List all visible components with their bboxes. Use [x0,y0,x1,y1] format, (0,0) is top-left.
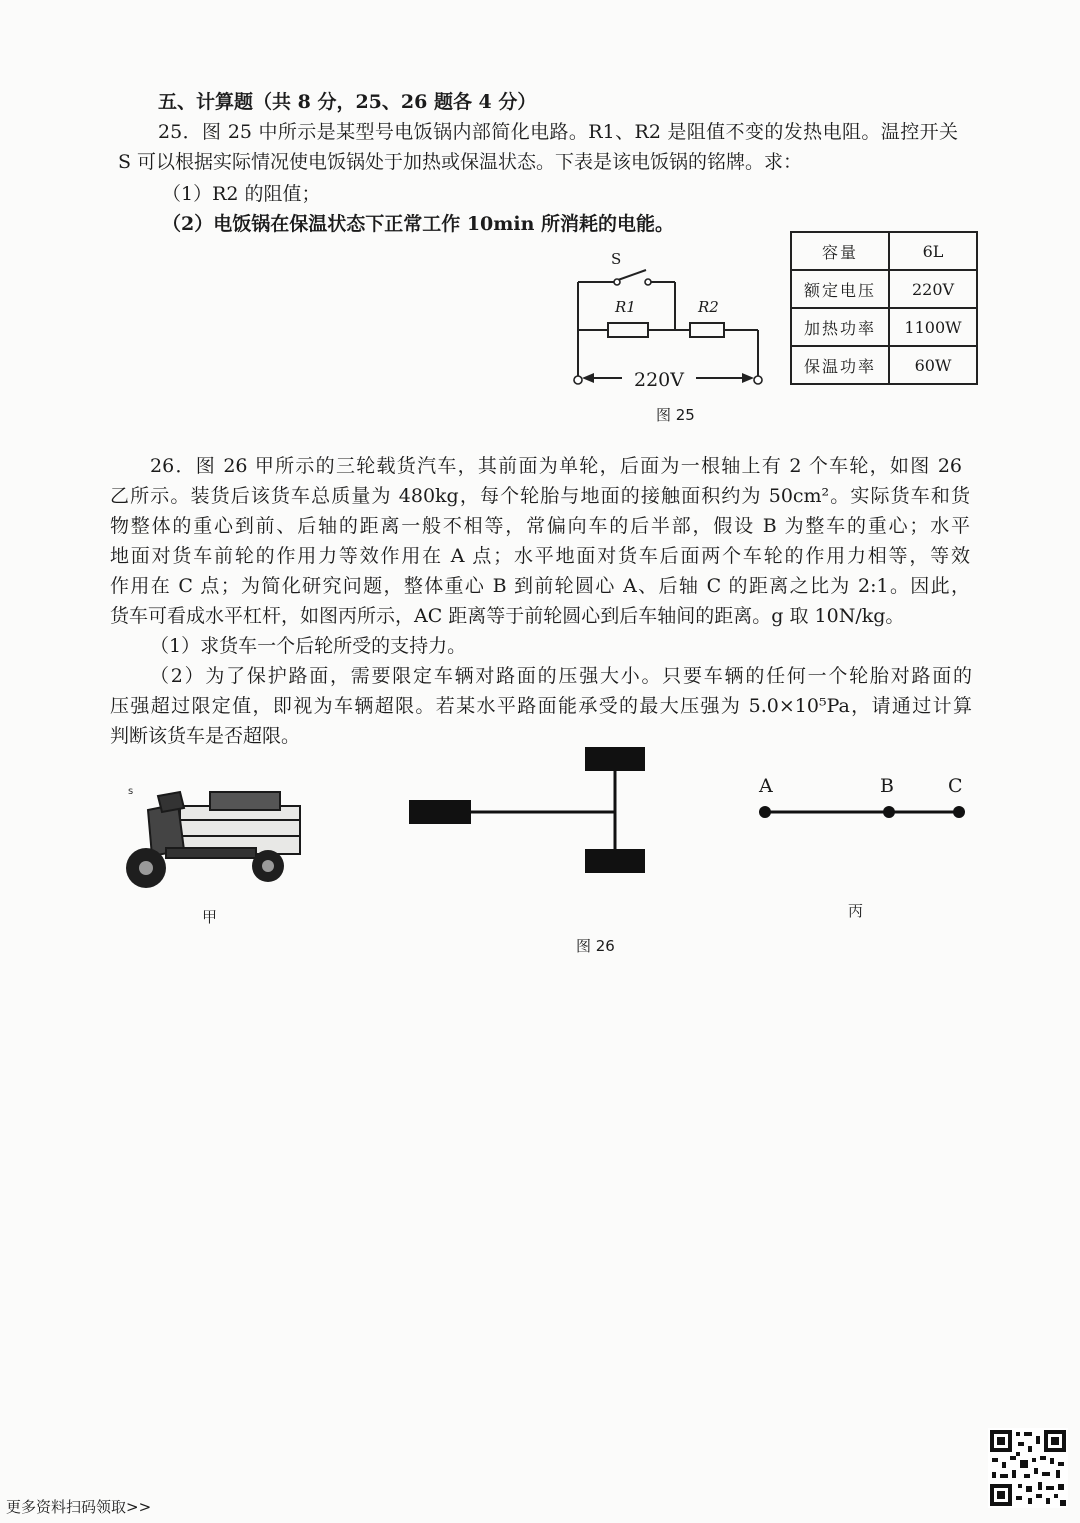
footer-scan-text[interactable]: 更多资料扫码领取>> [6,1498,152,1516]
terminal-left [574,376,582,384]
q26-line-2: 乙所示。装货后该货车总质量为 480kg，每个轮胎与地面的接触面积约为 50cm²。实际货车和货 [110,485,970,507]
voltage-label: 220V [634,369,684,391]
q25-sub-1: （1）R2 的阻值； [162,183,321,205]
q26-sub-2-line-2: 压强超过限定值，即视为车辆超限。若某水平路面能承受的最大压强为 5.0×10⁵Pa，请通过计算 [110,695,972,717]
switch-contact-left [614,279,620,285]
spec-label: 容量 [791,232,889,270]
front-wheel [409,800,471,824]
rice-cooker-spec-table [790,231,978,385]
label-jia: 甲 [202,908,218,926]
label-bing: 丙 [848,902,864,920]
q26-line-1: 26．图 26 甲所示的三轮载货汽车，其前面为单轮，后面为一根轴上有 2 个车轮，如图 26 [150,455,962,477]
spec-value: 60W [889,346,977,384]
table-row [791,346,977,384]
r2-label: R2 [698,298,719,316]
switch-label: S [611,250,622,268]
r1-label: R1 [615,298,636,316]
lever-diagram [755,800,970,830]
table-row [791,270,977,308]
point-a [759,806,771,818]
section-title: 五、计算题（共 8 分，25、26 题各 4 分） [158,91,537,113]
tricycle-truck-image [118,778,308,898]
point-b [883,806,895,818]
spec-value: 220V [889,270,977,308]
table-row [791,308,977,346]
q25-line-2: S 可以根据实际情况使电饭锅处于加热或保温状态。下表是该电饭锅的铭牌。求： [118,151,803,173]
spec-label: 额定电压 [791,270,889,308]
spec-value: 1100W [889,308,977,346]
q26-sub-2-line-3: 判断该货车是否超限。 [110,725,301,747]
spec-value: 6L [889,232,977,270]
q26-line-5: 作用在 C 点；为简化研究问题，整体重心 B 到前轮圆心 A、后轴 C 的距离之比为 2:1。因此， [110,575,970,597]
qr-code[interactable] [988,1428,1068,1508]
figure-25-caption: 图 25 [656,406,695,424]
q26-sub-2-line-1: （2）为了保护路面，需要限定车辆对路面的压强大小。只要车辆的任何一个轮胎对路面的 [150,665,972,687]
spec-label: 保温功率 [791,346,889,384]
q26-line-4: 地面对货车前轮的作用力等效作用在 A 点；水平地面对货车后面两个车轮的作用力相等，等效 [110,545,970,567]
arrow-right [742,373,754,383]
table-row [791,232,977,270]
label-a: A [759,775,773,797]
q26-sub-1: （1）求货车一个后轮所受的支持力。 [150,635,467,657]
switch-contact-right [645,279,651,285]
arrow-left [582,373,594,383]
terminal-right [754,376,762,384]
q25-line-1: 25．图 25 中所示是某型号电饭锅内部简化电路。R1、R2 是阻值不变的发热电阻。温控开关 [158,121,958,143]
label-c: C [948,775,963,797]
spec-label: 加热功率 [791,308,889,346]
rear-wheel-top [585,747,645,771]
svg-text:s: s [128,786,134,797]
q25-sub-2: （2）电饭锅在保温状态下正常工作 10min 所消耗的电能。 [162,213,675,235]
point-c [953,806,965,818]
axle-diagram [405,745,655,880]
figure-26-caption: 图 26 [576,937,615,955]
rear-wheel-bottom [585,849,645,873]
label-b: B [880,775,894,797]
q26-line-6: 货车可看成水平杠杆，如图丙所示，AC 距离等于前轮圆心到后车轴间的距离。g 取 10N/kg。 [110,605,905,627]
q26-line-3: 物整体的重心到前、后轴的距离一般不相等，常偏向车的后半部，假设 B 为整车的重心；水平 [110,515,970,537]
